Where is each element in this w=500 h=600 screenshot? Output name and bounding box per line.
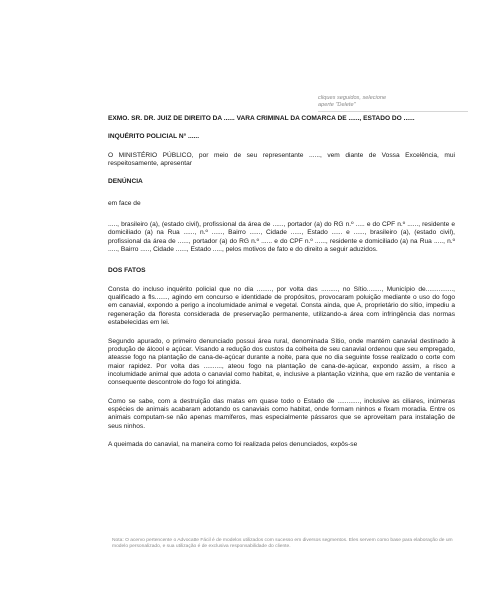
facts-paragraph-4: A queimada do canavial, na maneira como foi realizada pelos denunciados, expôs-se <box>108 440 358 448</box>
em-face-text: em face de <box>108 199 141 207</box>
defendants-paragraph: ....., brasileiro (a), (estado civil), profissional da área de ......, portador (a) do RG n.º ..... e do CPF n.º ......, residente e domiciliado (a) na Rua ......, n.º ......, Bairro ......, Cidade ......, Estado ...... e ......, brasileiro (a), (estado civil), profissional da área de ......, portador (a) do RG n.º ...... e do CPF n.º ......, residente e domiciliado (a) na Rua ....., n.º ....., Bairro ....., Cidade ......, Estado ....., pelos motivos de fato e do direito a seguir aduzidos. <box>108 221 455 254</box>
denuncia-heading: DENÚNCIA <box>108 178 143 186</box>
intro-paragraph: O MINISTÉRIO PÚBLICO, por meio de seu representante ......, vem diante de Vossa Excelência, mui respeitosamente, apresentar <box>108 151 455 168</box>
instruction-note-line-2: aperte "Delete" <box>318 102 356 108</box>
inquiry-heading: INQUÉRITO POLICIAL N° ...... <box>108 133 200 141</box>
facts-paragraph-2: Segundo apurado, o primeiro denunciado possui área rural, denominada Sítio, onde mantém canavial destinado à produção de álcool e açúcar. Visando a redução dos custos da colheita de seu canavial ordenou que seu empregado, ateasse fogo na plantação de cana-de-açúcar durante a noite, para que no dia seguinte fosse realizado o corte com maior rapidez. Por volta das .........., ateou fogo na plantação de cana-de-açúcar, expondo assim, a risco a incolumidade animal que adota o canavial como habitat, e, inclusive a plantação vizinha, que em razão de ventania e consequente descontrole do fogo foi atingida. <box>108 337 455 387</box>
instruction-note-line-1: cliques seguidos, selecione <box>318 95 387 101</box>
document-body <box>108 115 455 457</box>
facts-paragraph-3: Como se sabe, com a destruição das matas em quase todo o Estado de ............, inclusive as ciliares, inúmeras espécies de animais acabaram adotando os canaviais como habitat, onde formam ninhos e fixam moradia. Entre os animais computam-se não apenas mamíferos, mas especialmente pássaros que se aproveitam para instalação de seus ninhos. <box>108 397 455 430</box>
court-address: EXMO. SR. DR. JUIZ DE DIREITO DA ...... VARA CRIMINAL DA COMARCA DE ......, ESTADO DO ...... <box>108 115 415 122</box>
facts-heading: DOS FATOS <box>108 267 146 275</box>
facts-paragraph-1: Consta do incluso inquérito policial que no dia ........, por volta das ........., no Sítio........, Município de..............., qualificado a fls......., agindo em concurso e identidade de propósitos, provocaram poluição mediante o uso do fogo em canavial, expondo a perigo a incolumidade animal e vegetal. Consta ainda, que A, proprietário do sítio, impediu a regeneração da floresta considerada de preservação permanente, utilizando-a área com infringência das normas estabelecidas em lei. <box>108 285 455 327</box>
footer-note-text: O acervo pertencente o Advocatte Fácil é de modelos utilizados com sucesso em diversos segmentos. Eles servem como base para elaboração de um modelo personalizado, e sua utilização é de exclusiva responsabilidade do cliente. <box>112 538 453 550</box>
instruction-note <box>318 95 468 112</box>
footer-note-label: Nota: <box>112 538 124 543</box>
footer-note <box>112 538 457 550</box>
